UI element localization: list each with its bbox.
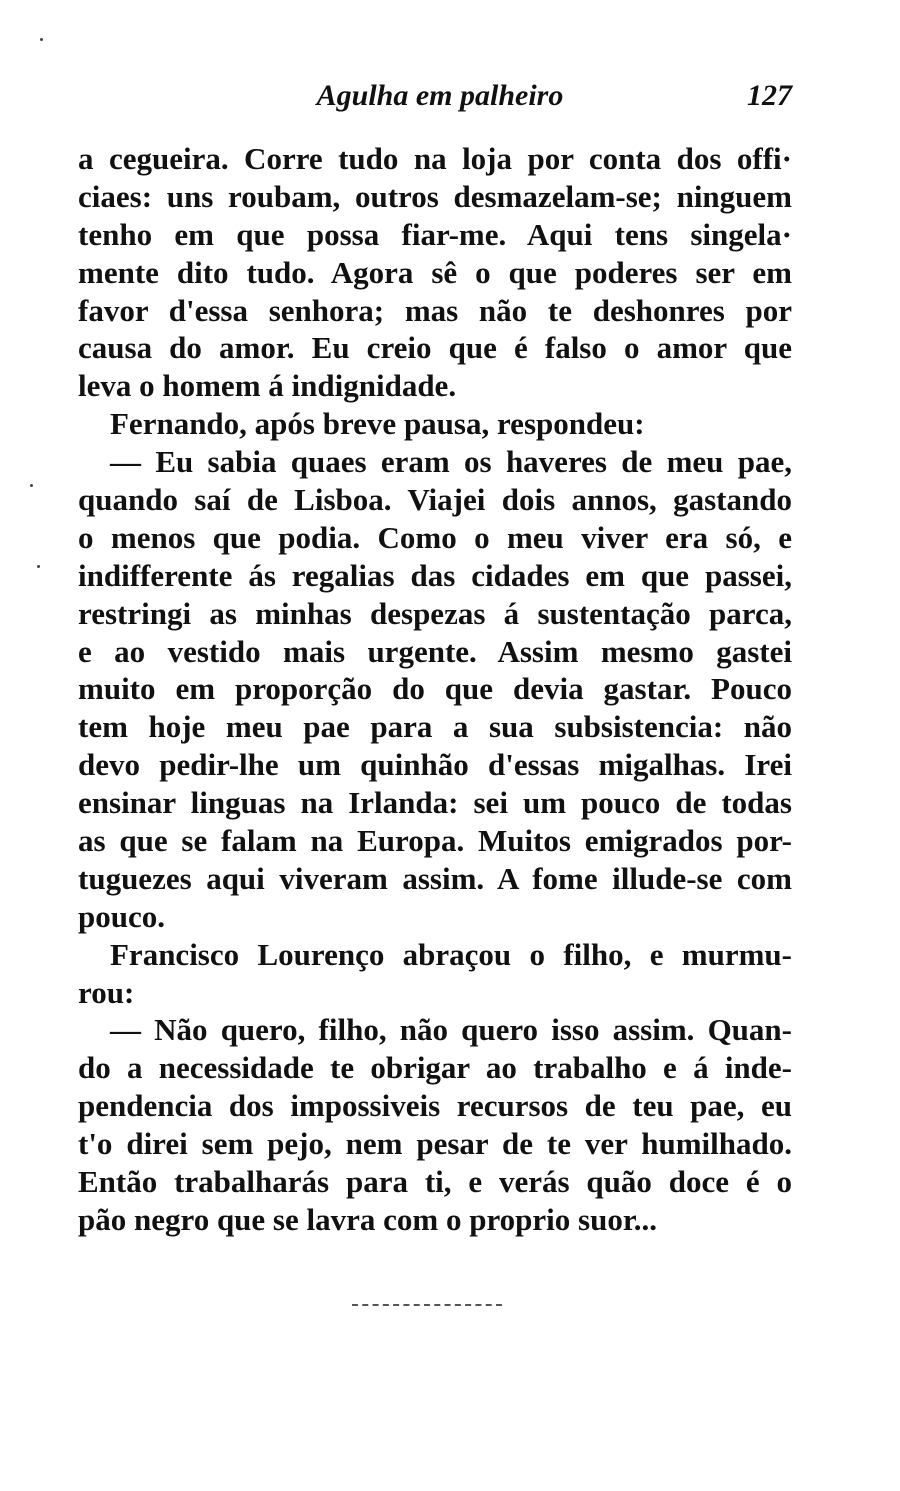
- text-line: e ao vestido mais urgente. Assim mesmo gastei: [78, 633, 792, 669]
- print-speck: [30, 484, 33, 487]
- page-number: 127: [747, 79, 792, 112]
- text-line: favor d'essa senhora; mas não te deshonres por: [78, 292, 792, 328]
- running-head: [78, 76, 792, 116]
- text-line: pouco.: [78, 898, 165, 934]
- text-line: a cegueira. Corre tudo na loja por conta dos offi·: [78, 141, 792, 176]
- text-line: — Eu sabia quaes eram os haveres de meu pae,: [110, 444, 792, 480]
- text-line: pão negro que se lavra com o proprio suor...: [78, 1201, 657, 1237]
- text-line: ciaes: uns roubam, outros desmazelam-se; ninguem: [78, 178, 792, 214]
- text-line: t'o direi sem pejo, nem pesar de te ver humilhado.: [78, 1126, 792, 1162]
- text-line: o menos que podia. Como o meu viver era só, e: [78, 519, 792, 555]
- text-line: Francisco Lourenço abraçou o filho, e murmu-: [110, 936, 792, 972]
- print-speck: [37, 565, 40, 568]
- text-line: tenho em que possa fiar-me. Aqui tens singela·: [78, 216, 792, 252]
- text-line: Fernando, após breve pausa, respondeu:: [110, 406, 645, 442]
- print-speck: [40, 38, 43, 41]
- text-line: — Não quero, filho, não quero isso assim. Quan-: [110, 1012, 792, 1048]
- running-title: Agulha em palheiro: [316, 79, 564, 112]
- text-line: tuguezes aqui viveram assim. A fome illude-se com: [78, 860, 792, 896]
- text-line: restringi as minhas despezas á sustentação parca,: [78, 595, 792, 631]
- text-line: muito em proporção do que devia gastar. Pouco: [78, 671, 792, 707]
- text-line: causa do amor. Eu creio que é falso o amor que: [78, 330, 792, 366]
- text-line: pendencia dos impossiveis recursos de teu pae, eu: [78, 1088, 792, 1124]
- text-line: do a necessidade te obrigar ao trabalho e á inde-: [78, 1050, 792, 1086]
- text-line: devo pedir-lhe um quinhão d'essas migalhas. Irei: [78, 747, 792, 783]
- text-line: quando saí de Lisboa. Viajei dois annos, gastando: [78, 482, 792, 518]
- text-line: as que se falam na Europa. Muitos emigrados por-: [78, 823, 792, 859]
- text-line: ensinar linguas na Irlanda: sei um pouco de todas: [78, 785, 792, 821]
- end-ornament-rule: [352, 1304, 502, 1308]
- text-line: leva o homem á indignidade.: [78, 368, 457, 404]
- text-line: indifferente ás regalias das cidades em que passei,: [78, 557, 792, 593]
- text-line: rou:: [78, 974, 135, 1010]
- text-line: mente dito tudo. Agora sê o que poderes ser em: [78, 254, 792, 290]
- body-text: [78, 140, 792, 1239]
- text-line: tem hoje meu pae para a sua subsistencia: não: [78, 709, 792, 745]
- text-line: Então trabalharás para ti, e verás quão doce é o: [78, 1164, 792, 1200]
